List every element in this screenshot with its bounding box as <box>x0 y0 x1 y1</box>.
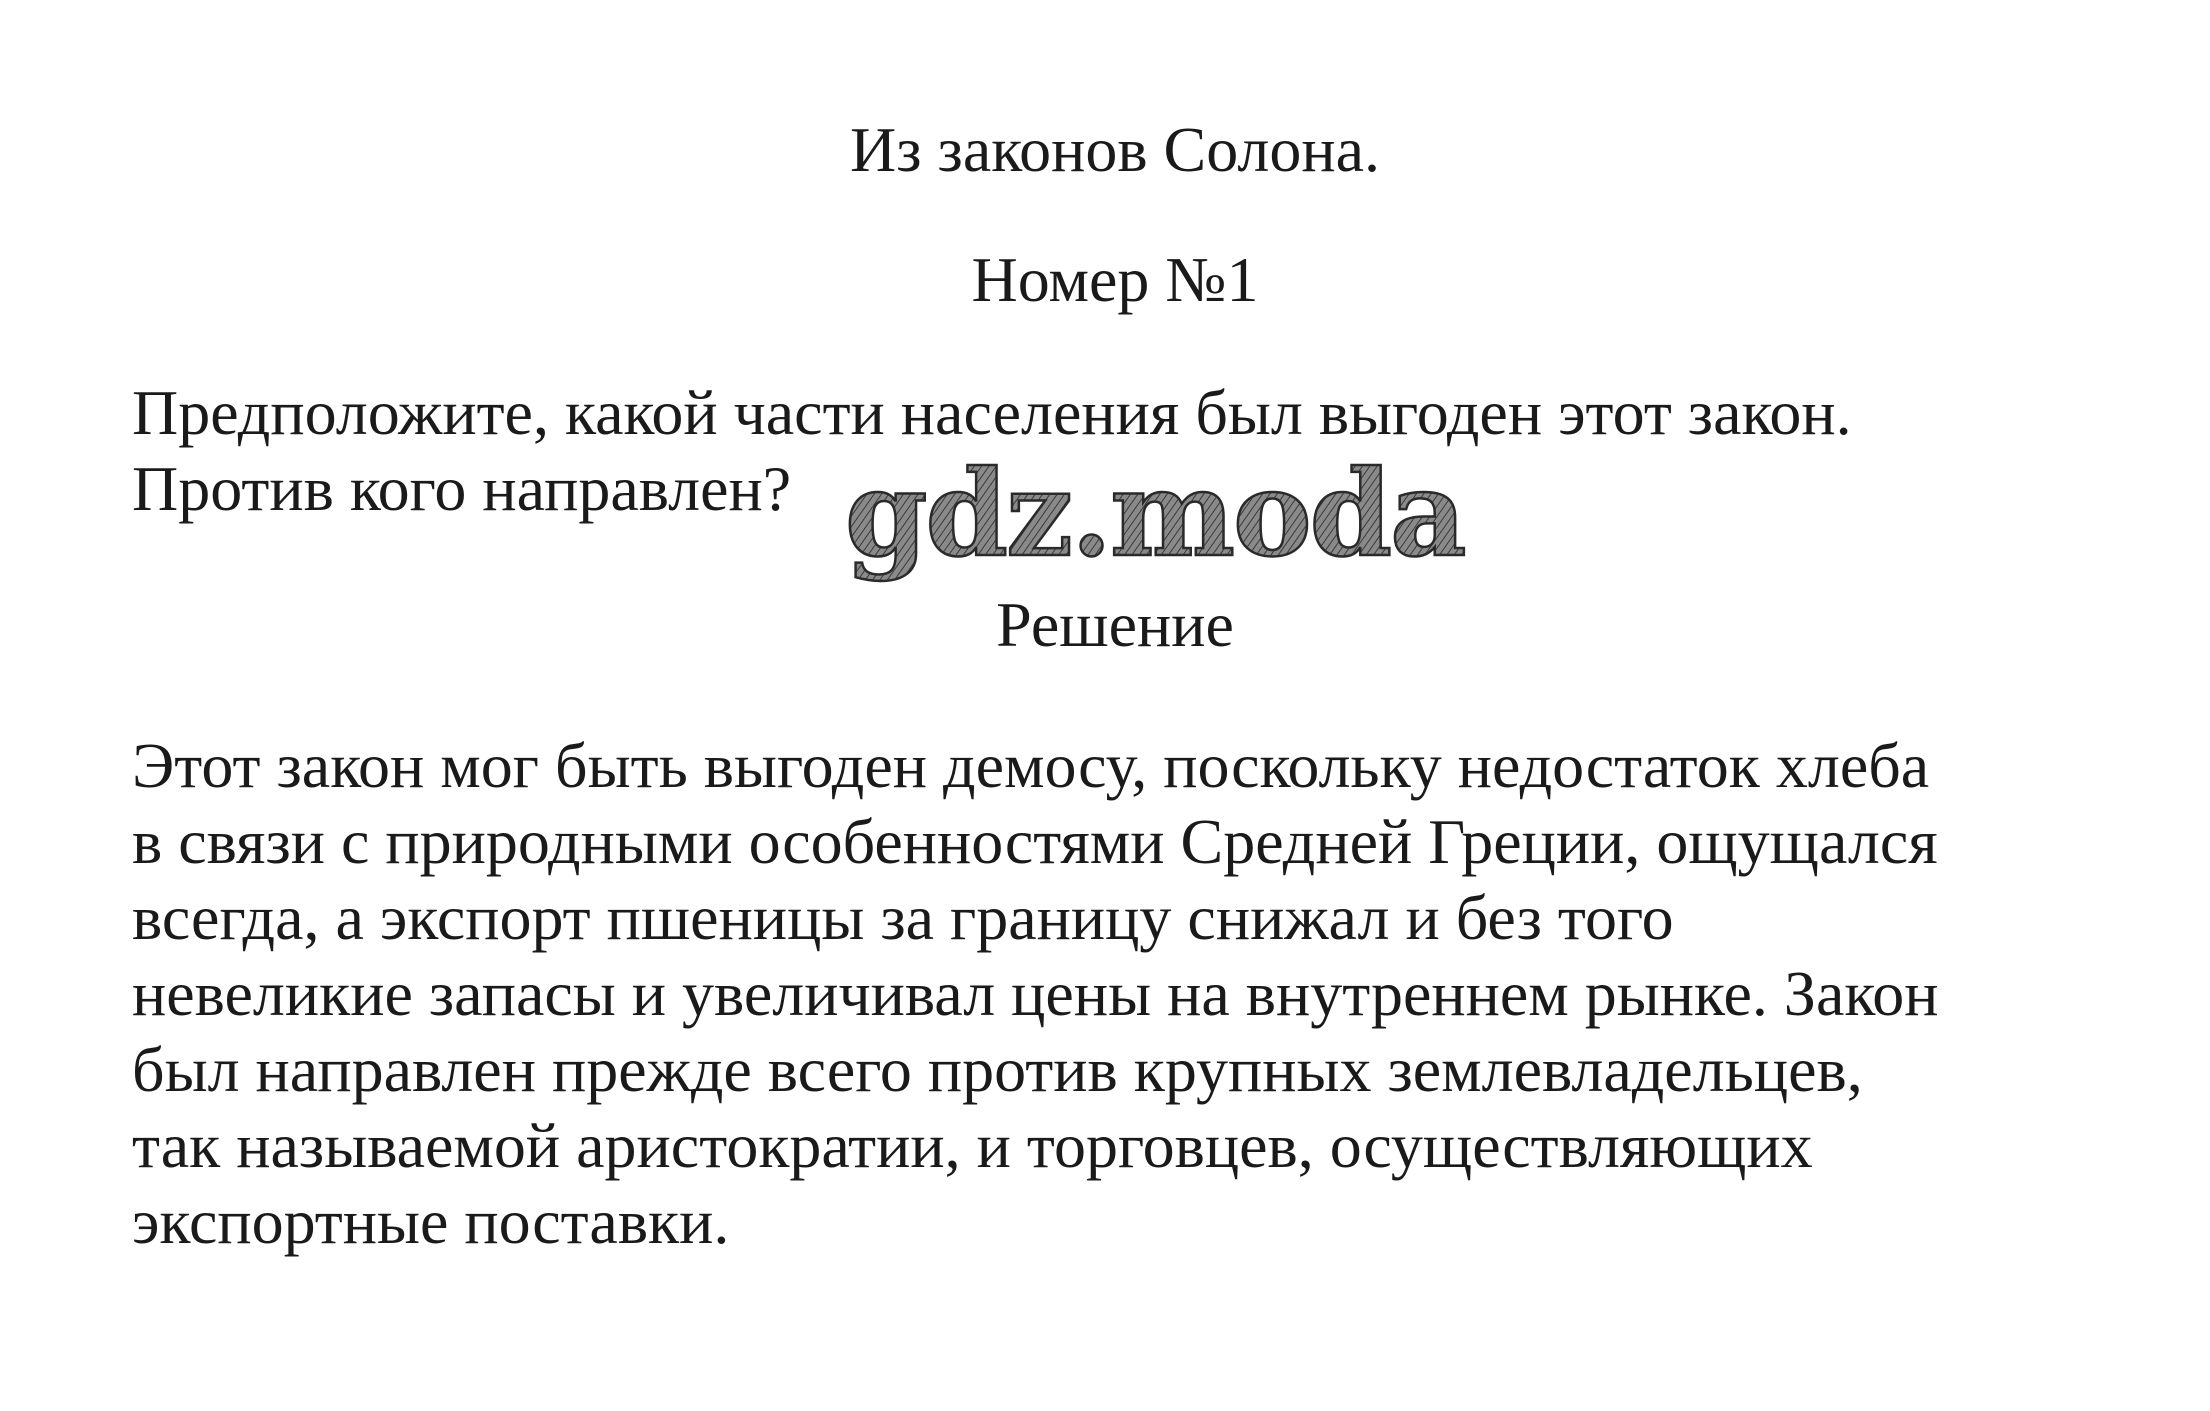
svg-text:gdz.moda: gdz.moda <box>845 455 1465 583</box>
document-title: Из законов Солона. <box>850 114 1380 185</box>
solution-line: невеликие запасы и увеличивал цены на внутреннем рынке. Закон <box>132 958 1939 1029</box>
solution-line: так называемой аристократии, и торговцев, осуществляющих <box>132 1110 1813 1181</box>
exercise-number: Номер №1 <box>971 244 1259 315</box>
solution-line: был направлен прежде всего против крупных землевладельцев, <box>132 1034 1863 1105</box>
solution-line: экспортные поставки. <box>132 1186 730 1257</box>
solution-line: всегда, а экспорт пшеницы за границу снижал и без того <box>132 882 1674 953</box>
question-line: Предположите, какой части населения был выгоден этот закон. <box>132 377 1852 448</box>
solution-heading: Решение <box>996 589 1234 660</box>
question-line: Против кого направлен? <box>132 453 792 524</box>
watermark-logo <box>835 455 1475 605</box>
solution-line: Этот закон мог быть выгоден демосу, поскольку недостаток хлеба <box>132 730 1930 801</box>
solution-line: в связи с природными особенностями Средней Греции, ощущался <box>132 806 1938 877</box>
solution-text <box>132 728 2122 1260</box>
